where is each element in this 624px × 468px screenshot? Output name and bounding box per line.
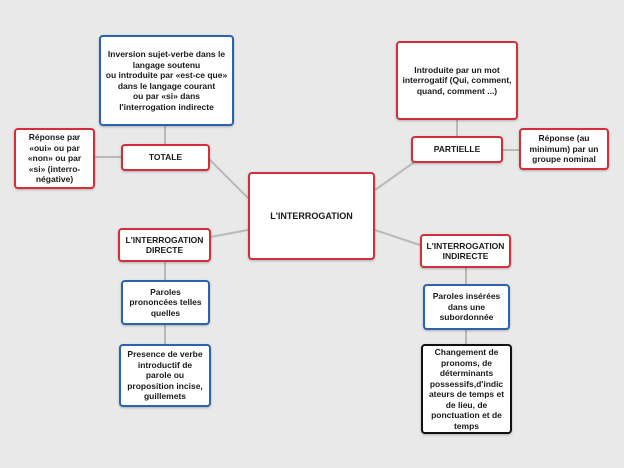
partielle-mot-node[interactable]: Introduite par un mot interrogatif (Qui, comment, quand, comment ...) <box>396 41 518 120</box>
link-center-indirecte <box>375 230 420 245</box>
totale-inversion-node[interactable]: Inversion sujet-verbe dans le langage soutenu ou introduite par «est-ce que» dans le langage courant ou par «si» dans l'interrogation indirecte <box>99 35 234 126</box>
directe-paroles-node[interactable]: Paroles prononcées telles quelles <box>121 280 210 325</box>
link-center-directe <box>205 230 248 238</box>
partielle-reponse-node[interactable]: Réponse (au minimum) par un groupe nominal <box>519 128 609 170</box>
center-node[interactable]: L'INTERROGATION <box>248 172 375 260</box>
indirecte-changement-node[interactable]: Changement de pronoms, de déterminants possessifs,d'indic ateurs de temps et de lieu, de ponctuation et de temps <box>421 344 512 434</box>
totale-reponse-node[interactable]: Réponse par «oui» ou par «non» ou par «si» (interro-négative) <box>14 128 95 189</box>
indirecte-node[interactable]: L'INTERROGATION INDIRECTE <box>420 234 511 268</box>
link-center-totale <box>208 158 248 198</box>
directe-node[interactable]: L'INTERROGATION DIRECTE <box>118 228 211 262</box>
indirecte-paroles-node[interactable]: Paroles insérées dans une subordonnée <box>423 284 510 330</box>
partielle-node[interactable]: PARTIELLE <box>411 136 503 163</box>
totale-node[interactable]: TOTALE <box>121 144 210 171</box>
directe-presence-node[interactable]: Presence de verbe introductif de parole ou proposition incise, guillemets <box>119 344 211 407</box>
